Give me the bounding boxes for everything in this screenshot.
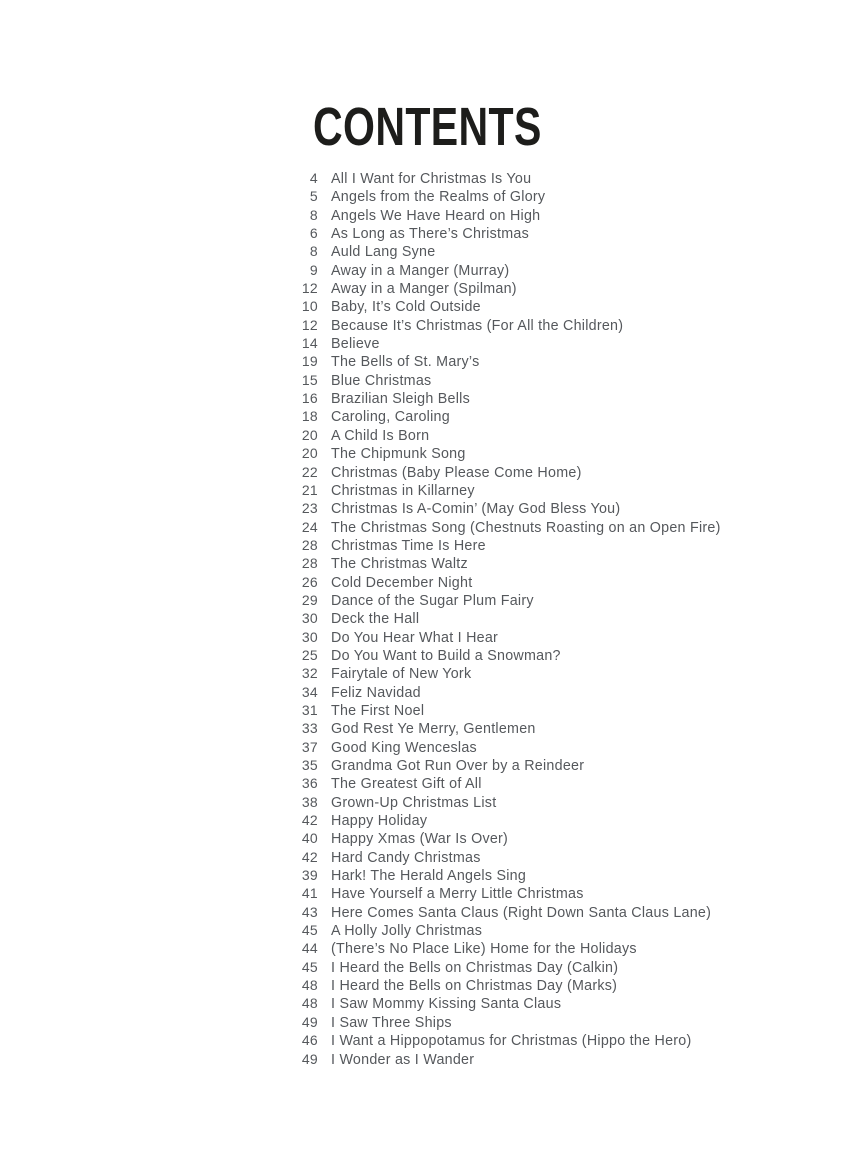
toc-entry [248,518,721,536]
toc-entry-song-title: The Christmas Waltz [331,556,468,573]
toc-entry-song-title: God Rest Ye Merry, Gentlemen [331,721,536,738]
toc-entry-song-title: Good King Wenceslas [331,739,477,756]
toc-entry-page-number: 26 [301,573,318,590]
toc-entry-song-title: Christmas (Baby Please Come Home) [331,464,582,481]
toc-entry-song-title: Christmas Is A-Comin’ (May God Bless You) [331,501,621,518]
toc-entry-song-title: Dance of the Sugar Plum Fairy [331,592,534,609]
toc-entry-song-title: Away in a Manger (Murray) [331,262,510,279]
toc-entry-page-number: 45 [301,922,318,939]
toc-entry-page-number: 30 [301,610,318,627]
toc-entry [248,316,721,334]
toc-entry-song-title: Christmas Time Is Here [331,537,486,554]
toc-entry-page-number: 36 [301,775,318,792]
toc-entry-page-number: 38 [301,793,318,810]
toc-entry-page-number: 16 [301,390,318,407]
toc-entry-page-number: 15 [301,371,318,388]
toc-entry-song-title: Because It’s Christmas (For All the Children) [331,317,624,334]
toc-entry [248,206,721,224]
toc-entry-song-title: A Holly Jolly Christmas [331,923,483,940]
toc-entry-page-number: 43 [301,903,318,920]
toc-entry-page-number: 37 [301,738,318,755]
toc-entry-page-number: 44 [301,940,318,957]
toc-entry-page-number: 20 [301,445,318,462]
toc-entry [248,426,721,444]
toc-entry [248,939,721,957]
toc-entry-song-title: Deck the Hall [331,611,420,628]
toc-entry [248,958,721,976]
toc-entry-page-number: 21 [301,481,318,498]
toc-entry-page-number: 32 [301,665,318,682]
toc-entry [248,829,721,847]
toc-entry [248,389,721,407]
toc-entry-song-title: Have Yourself a Merry Little Christmas [331,886,584,903]
toc-entry-page-number: 28 [301,536,318,553]
toc-entry-page-number: 49 [301,1050,318,1067]
toc-entry-page-number: 31 [301,701,318,718]
toc-entry-song-title: Hard Candy Christmas [331,849,481,866]
toc-entry-song-title: Brazilian Sleigh Bells [331,391,471,408]
toc-entry-song-title: Grandma Got Run Over by a Reindeer [331,758,585,774]
toc-entry-page-number: 9 [309,261,318,278]
toc-entry-page-number: 8 [309,206,318,223]
toc-entry [248,352,721,370]
toc-entry [248,701,721,719]
toc-entry-page-number: 29 [301,591,318,608]
toc-entry-page-number: 48 [301,995,318,1012]
toc-entry [248,848,721,866]
toc-entry-page-number: 41 [301,885,318,902]
toc-entry [248,738,721,756]
toc-entry [248,811,721,829]
toc-entry-song-title: The Christmas Song (Chestnuts Roasting on an Open Fire) [331,519,721,536]
toc-entry [248,1013,721,1031]
toc-entry [248,994,721,1012]
toc-entry-song-title: The Bells of St. Mary’s [331,354,480,371]
toc-entry-page-number: 46 [301,1032,318,1049]
toc-entry-song-title: Happy Xmas (War Is Over) [331,831,509,848]
toc-entry-page-number: 20 [301,426,318,443]
toc-entry-page-number: 14 [301,335,318,352]
toc-entry-song-title: The First Noel [331,702,425,719]
toc-entry-page-number: 42 [301,848,318,865]
toc-entry [248,279,721,297]
toc-entry-song-title: I Heard the Bells on Christmas Day (Calkin) [331,959,619,976]
toc-entry-song-title: Auld Lang Syne [331,244,436,261]
toc-entry [248,774,721,792]
toc-entry-song-title: I Heard the Bells on Christmas Day (Marks) [331,978,618,995]
toc-entry [248,921,721,939]
toc-entry-song-title: A Child Is Born [331,427,430,444]
toc-entry [248,463,721,481]
toc-entry [248,371,721,389]
toc-entry [248,646,721,664]
toc-entry [248,756,721,774]
toc-entry [248,866,721,884]
toc-entry [248,554,721,572]
toc-entry [248,1031,721,1049]
toc-entry-song-title: The Greatest Gift of All [331,776,482,793]
toc-entry-song-title: Caroling, Caroling [331,409,450,426]
toc-entry [248,793,721,811]
toc-entry [248,719,721,737]
toc-entry [248,334,721,352]
toc-entry-song-title: Believe [331,336,380,353]
toc-entry [248,609,721,627]
toc-entry [248,536,721,554]
page-title: CONTENTS [313,97,542,157]
toc-list [248,169,721,1068]
toc-entry [248,903,721,921]
toc-entry-song-title: Do You Want to Build a Snowman? [331,647,561,664]
toc-entry [248,187,721,205]
toc-entry-page-number: 5 [309,188,318,205]
toc-entry [248,224,721,242]
toc-entry-song-title: Hark! The Herald Angels Sing [331,868,527,885]
toc-entry-page-number: 8 [309,243,318,260]
toc-entry [248,481,721,499]
toc-entry-page-number: 6 [309,225,318,242]
toc-entry [248,407,721,425]
toc-entry-page-number: 10 [301,298,318,315]
toc-entry-page-number: 48 [301,977,318,994]
toc-entry-song-title: Angels from the Realms of Glory [331,189,546,206]
toc-entry-page-number: 23 [301,500,318,517]
toc-entry-song-title: Blue Christmas [331,372,432,389]
toc-entry-page-number: 40 [301,830,318,847]
toc-entry-page-number: 12 [301,280,318,297]
toc-entry-song-title: Fairytale of New York [331,666,472,683]
toc-entry-song-title: Do You Hear What I Hear [331,629,499,646]
toc-entry [248,444,721,462]
toc-entry [248,169,721,187]
toc-entry-page-number: 22 [301,463,318,480]
toc-entry-page-number: 35 [301,757,318,773]
toc-entry [248,628,721,646]
toc-entry-song-title: The Chipmunk Song [331,446,466,463]
toc-entry-page-number: 33 [301,720,318,737]
toc-entry [248,884,721,902]
toc-entry-page-number: 18 [301,408,318,425]
toc-entry-page-number: 28 [301,555,318,572]
toc-entry-song-title: Angels We Have Heard on High [331,207,541,224]
toc-entry-song-title: Happy Holiday [331,813,428,830]
toc-entry-song-title: Baby, It’s Cold Outside [331,299,481,316]
toc-entry-page-number: 12 [301,316,318,333]
toc-entry [248,261,721,279]
toc-entry [248,976,721,994]
toc-entry-song-title: All I Want for Christmas Is You [331,171,532,187]
toc-entry-page-number: 30 [301,628,318,645]
toc-entry-song-title: I Saw Mommy Kissing Santa Claus [331,996,562,1013]
toc-entry-song-title: I Wonder as I Wander [331,1051,475,1068]
toc-entry-song-title: Away in a Manger (Spilman) [331,281,517,298]
toc-entry-song-title: I Want a Hippopotamus for Christmas (Hippo the Hero) [331,1033,692,1050]
toc-entry-page-number: 19 [301,353,318,370]
toc-entry-page-number: 49 [301,1013,318,1030]
toc-entry-song-title: As Long as There’s Christmas [331,226,529,243]
toc-entry [248,1050,721,1068]
toc-entry-song-title: Here Comes Santa Claus (Right Down Santa Claus Lane) [331,904,712,921]
toc-entry [248,573,721,591]
toc-entry [248,297,721,315]
toc-entry [248,242,721,260]
toc-entry-song-title: Christmas in Killarney [331,482,475,499]
toc-entry-page-number: 34 [301,683,318,700]
toc-entry [248,499,721,517]
toc-entry-song-title: (There’s No Place Like) Home for the Holidays [331,941,637,958]
toc-entry-song-title: I Saw Three Ships [331,1014,452,1031]
toc-entry-page-number: 45 [301,958,318,975]
toc-entry [248,664,721,682]
toc-entry-song-title: Feliz Navidad [331,684,421,701]
toc-entry-page-number: 25 [301,646,318,663]
toc-entry-song-title: Cold December Night [331,574,473,591]
toc-entry [248,591,721,609]
toc-entry [248,683,721,701]
toc-entry-page-number: 39 [301,867,318,884]
toc-entry-song-title: Grown-Up Christmas List [331,794,497,811]
toc-entry-page-number: 24 [301,518,318,535]
toc-entry-page-number: 42 [301,812,318,829]
toc-entry-page-number: 4 [309,170,318,186]
